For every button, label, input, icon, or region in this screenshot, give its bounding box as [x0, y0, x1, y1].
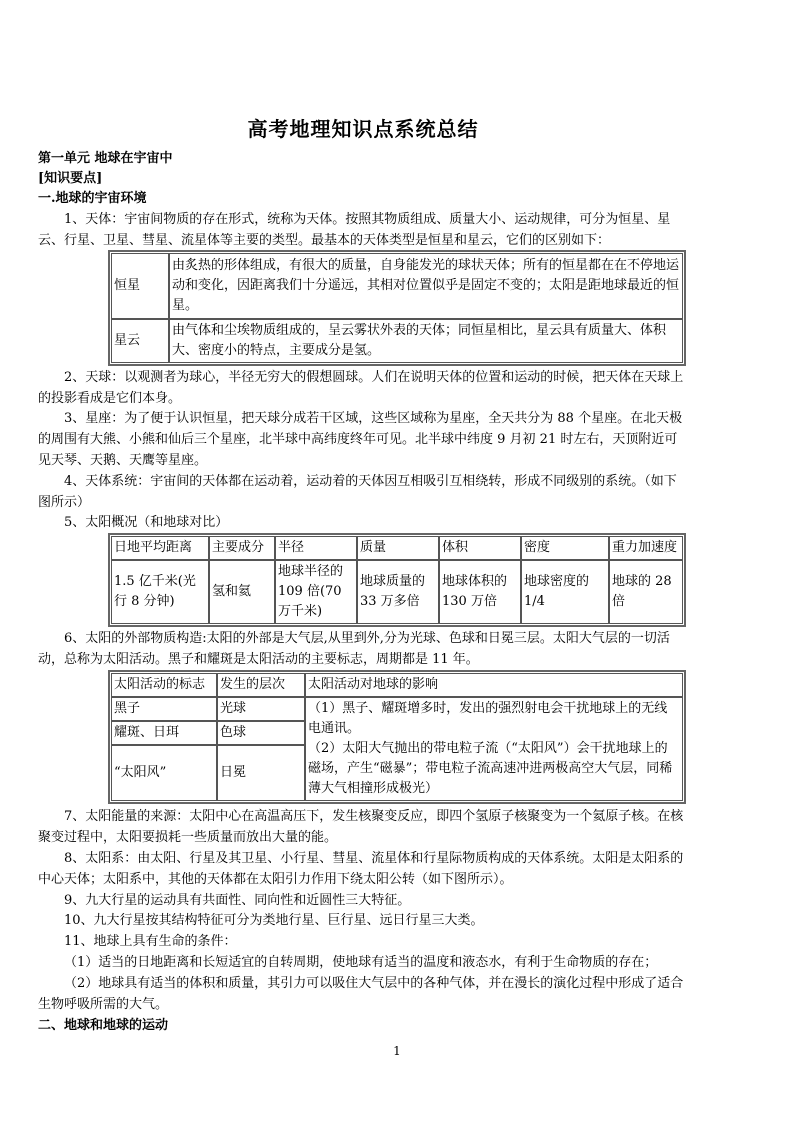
key-points-label: [知识要点]	[38, 171, 103, 186]
table-cell: 恒星	[111, 253, 169, 319]
page-number: 1	[393, 1044, 401, 1058]
table-cell: 色球	[217, 721, 305, 745]
table-cell: “太阳风”	[111, 745, 217, 801]
table-row	[111, 697, 683, 721]
paragraph-9: 9、九大行星的运动具有共面性、同向性和近圆性三大特征。	[64, 893, 411, 908]
paragraph-5: 5、太阳概况（和地球对比）	[64, 515, 229, 530]
paragraph-2: 2、天球：以观测者为球心，半径无穷大的假想圆球。人们在说明天体的位置和运动的时候，把天体在天球上的投影看成是它们本身。	[38, 370, 684, 406]
table-cell: 日冕	[217, 745, 305, 801]
table-header-row	[111, 673, 683, 697]
table-cell: 由炙热的形体组成，有很大的质量，自身能发光的球状天体；所有的恒星都在在不停地运动和变化，因距离我们十分遥远，其相对位置似乎是固定不变的；太阳是距地球最近的恒星。	[169, 253, 683, 319]
paragraph-1: 1、天体：宇宙间物质的存在形式，统称为天体。按照其物质组成、质量大小、运动规律，可分为恒星、星云、行星、卫星、彗星、流星体等主要的类型。最基本的天体类型是恒星和星云，它们的区别如下：	[38, 212, 671, 248]
paragraph-6: 6、太阳的外部物质构造:太阳的外部是大气层,从里到外,分为光球、色球和日冕三层。太阳大气层的一切活动，总称为太阳活动。黑子和耀斑是太阳活动的主要标志，周期都是 11 年。	[38, 631, 670, 667]
section-heading-2: 二、地球和地球的运动	[38, 1018, 169, 1033]
paragraph-11b: （2）地球具有适当的体积和质量，其引力可以吸住大气层中的各种气体，并在漫长的演化过程中形成了适合生物呼吸所需的大气。	[38, 976, 684, 1012]
table-cell: 1.5 亿千米(光行 8 分钟)	[111, 560, 209, 624]
section-heading-1: 一.地球的宇宙环境	[38, 191, 147, 206]
table-cell: 地球体积的 130 万倍	[439, 560, 521, 624]
table-cell: 星云	[111, 319, 169, 363]
table-header: 主要成分	[209, 536, 275, 560]
effect-1: （1）黑子、耀斑增多时，发出的强烈射电会干扰地球上的无线电通讯。	[308, 701, 668, 736]
table-header: 日地平均距离	[111, 536, 209, 560]
table-row	[111, 560, 683, 624]
table-cell: 光球	[217, 697, 305, 721]
table-cell: 由气体和尘埃物质组成的，呈云雾状外表的天体；同恒星相比，星云具有质量大、体积大、密度小的特点，主要成分是氢。	[169, 319, 683, 363]
solar-activity-table	[108, 670, 686, 804]
table-row	[111, 253, 683, 319]
table-cell: 耀斑、日珥	[111, 721, 217, 745]
paragraph-11a: （1）适当的日地距离和长短适宜的自转周期，使地球有适当的温度和液态水，有利于生命物质的存在；	[64, 955, 658, 970]
table-header: 密度	[521, 536, 609, 560]
table-row	[111, 319, 683, 363]
paragraph-7: 7、太阳能量的来源：太阳中心在高温高压下，发生核聚变反应，即四个氢原子核聚变为一个氦原子核。在核聚变过程中，太阳要损耗一些质量而放出大量的能。	[38, 809, 684, 845]
table-cell: 地球质量的 33 万多倍	[357, 560, 439, 624]
table-header: 半径	[275, 536, 357, 560]
table-cell: 黑子	[111, 697, 217, 721]
document-title: 高考地理知识点系统总结	[247, 117, 479, 141]
table-header: 重力加速度	[609, 536, 683, 560]
table-header: 太阳活动的标志	[111, 673, 217, 697]
table-header-row	[111, 536, 683, 560]
sun-overview-table	[108, 533, 686, 627]
effect-2: （2）太阳大气抛出的带电粒子流（“太阳风”）会干扰地球上的磁场，产生“磁暴”；带电粒子流高速冲进两极高空大气层，同稀薄大气相撞形成极光）	[308, 741, 673, 796]
table-header: 体积	[439, 536, 521, 560]
table-cell: 地球的 28 倍	[609, 560, 683, 624]
effects-cell	[305, 697, 683, 801]
paragraph-4: 4、天体系统：宇宙间的天体都在运动着，运动着的天体因互相吸引互相绕转，形成不同级别的系统。（如下图所示）	[38, 474, 677, 510]
table-cell: 地球半径的 109 倍(70 万千米)	[275, 560, 357, 624]
unit-heading: 第一单元 地球在宇宙中	[38, 151, 173, 166]
table-cell: 氢和氦	[209, 560, 275, 624]
paragraph-11: 11、地球上具有生命的条件：	[64, 934, 237, 949]
table-header: 发生的层次	[217, 673, 305, 697]
table-cell: 地球密度的 1/4	[521, 560, 609, 624]
paragraph-10: 10、九大行星按其结构特征可分为类地行星、巨行星、远日行星三大类。	[64, 913, 484, 928]
paragraph-3: 3、星座：为了便于认识恒星，把天球分成若干区域，这些区域称为星座，全天共分为 88 个星座。在北天极的周围有大熊、小熊和仙后三个星座，北半球中高纬度终年可见。北半球中纬度 9 月初 21 时左右，天顶附近可见天琴、天鹅、天鹰等星座。	[38, 411, 683, 468]
star-nebula-table	[108, 250, 686, 366]
table-header: 质量	[357, 536, 439, 560]
paragraph-8: 8、太阳系：由太阳、行星及其卫星、小行星、彗星、流星体和行星际物质构成的天体系统。太阳是太阳系的中心天体；太阳系中，其他的天体都在太阳引力作用下绕太阳公转（如下图所示）。	[38, 851, 684, 887]
table-header: 太阳活动对地球的影响	[305, 673, 683, 697]
